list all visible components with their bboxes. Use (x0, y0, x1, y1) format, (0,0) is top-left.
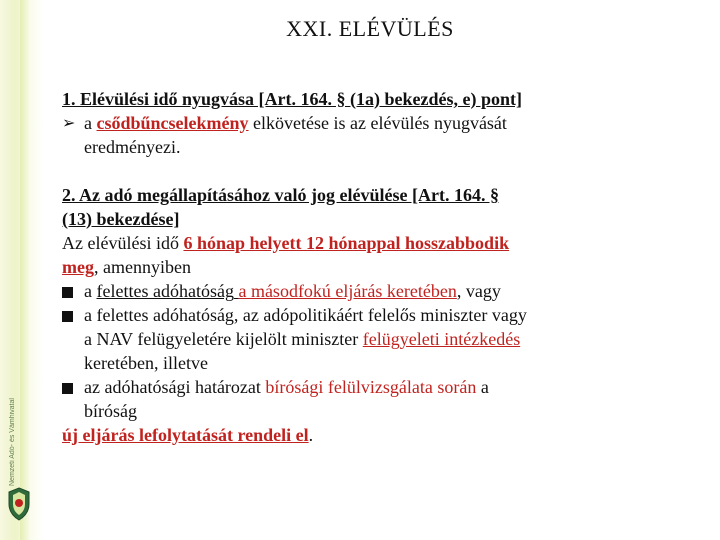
section2-closing: új eljárás lefolytatását rendeli el. (62, 425, 314, 445)
section2-intro: Az elévülési idő 6 hónap helyett 12 hónappal hosszabbodik meg, amennyiben (62, 233, 510, 277)
logo-text: Nemzeti Adó- és Vámhivatal (9, 398, 16, 486)
csodbuncselekmeny-term: csődbűncselekmény (96, 113, 249, 133)
slide-title: XXI. ELÉVÜLÉS (286, 16, 454, 41)
section2-heading: 2. Az adó megállapításához való jog elévülése [Art. 164. § (13) bekezdése] (62, 185, 499, 229)
square-bullet-icon (62, 287, 73, 298)
nav-emblem-icon (6, 486, 32, 522)
section2-item2: a felettes adóhatóság, az adópolitikáért felelős miniszter vagy a NAV felügyeletére kijelölt miniszter felügyeleti intézkedés keretében, illetve (62, 303, 676, 375)
section1-heading: 1. Elévülési idő nyugvása [Art. 164. § (1a) bekezdés, e) pont] (62, 89, 522, 109)
section1-bullet: ➢ a csődbűncselekmény elkövetése is az elévülés nyugvását eredményezi. (62, 113, 507, 157)
slide-body (62, 87, 676, 447)
arrow-bullet-icon: ➢ (62, 115, 76, 132)
section2-item3: az adóhatósági határozat bírósági felülvizsgálata során a bíróság (62, 375, 676, 423)
square-bullet-icon (62, 311, 73, 322)
section2-item1: a felettes adóhatóság a másodfokú eljárás keretében, vagy (62, 279, 676, 303)
square-bullet-icon (62, 383, 73, 394)
